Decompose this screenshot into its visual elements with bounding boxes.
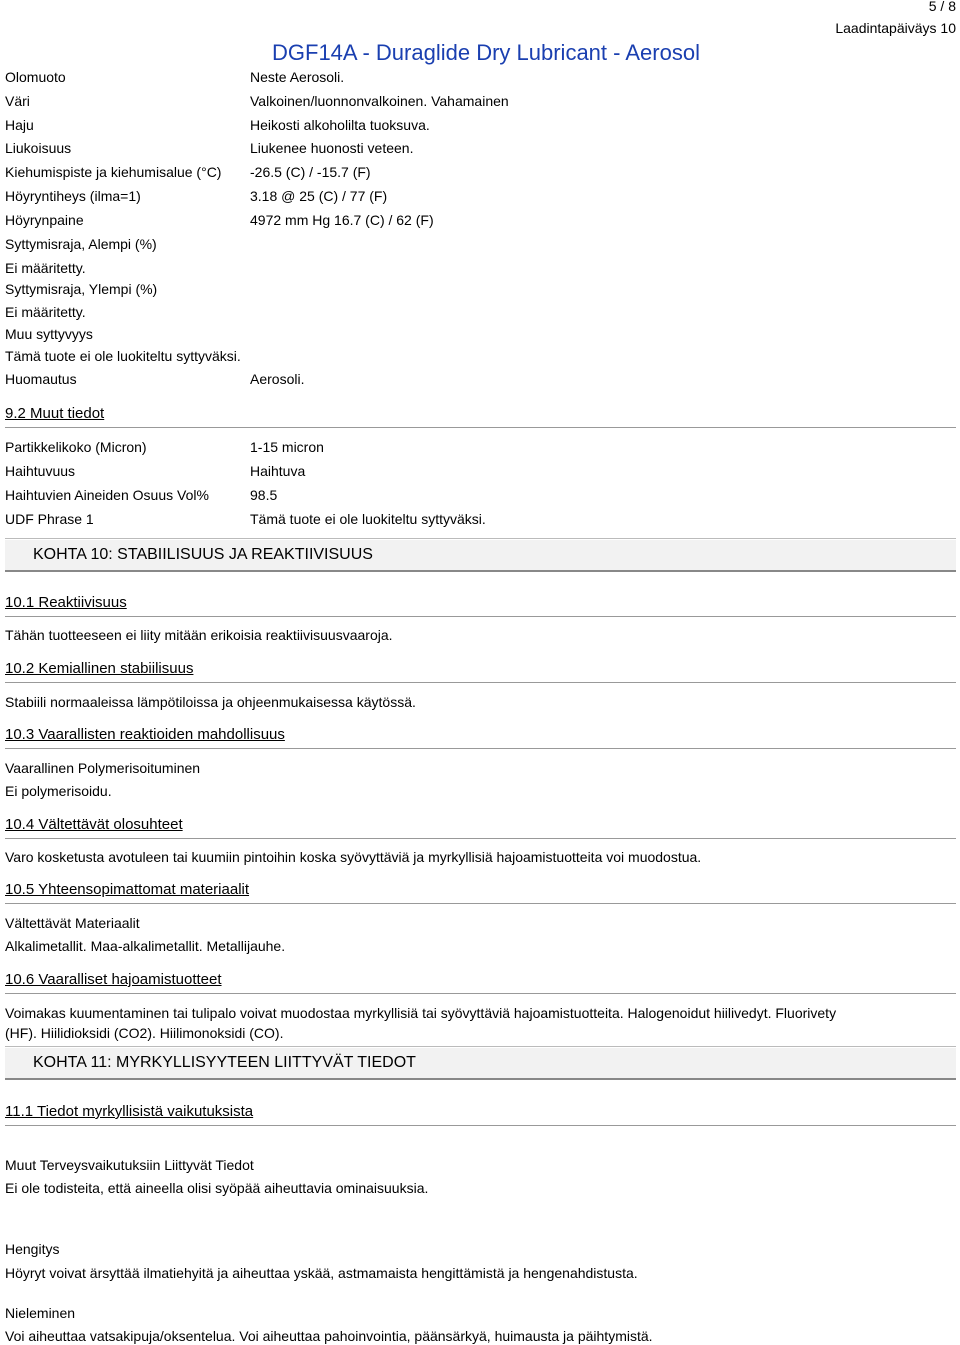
section-9-2-heading: 9.2 Muut tiedot	[5, 405, 105, 422]
note-value: Aerosoli.	[250, 371, 305, 387]
other-info-value: Tämä tuote ei ole luokiteltu syttyväksi.	[250, 511, 486, 527]
section-11-band	[5, 1048, 956, 1080]
property-label: Höyrynpaine	[5, 212, 84, 228]
property-value: Heikosti alkoholilta tuoksuva.	[250, 117, 430, 133]
health-effects-text: Ei ole todisteita, että aineella olisi syöpää aiheuttavia ominaisuuksia.	[5, 1180, 429, 1196]
other-info-label: Haihtuvuus	[5, 463, 76, 479]
other-info-value: 1-15 micron	[250, 439, 324, 455]
other-info-value: 98.5	[250, 487, 278, 503]
section-10-2-heading: 10.2 Kemiallinen stabiilisuus	[5, 660, 194, 677]
ingestion-text: Voi aiheuttaa vatsakipuja/oksentelua. Voi aiheuttaa pahoinvointia, päänsärkyä, huimausta ja päihtymistä.	[5, 1328, 653, 1344]
other-info-value: Haihtuva	[250, 463, 306, 479]
note-label: Huomautus	[5, 371, 77, 387]
band-top-line	[5, 1046, 956, 1047]
section-divider	[5, 427, 956, 428]
property-label: Haju	[5, 117, 34, 133]
health-effects-label: Muut Terveysvaikutuksiin Liittyvät Tiedot	[5, 1157, 254, 1173]
section-10-band	[5, 540, 956, 572]
section-divider	[5, 682, 956, 683]
other-info-label: Partikkelikoko (Micron)	[5, 439, 147, 455]
decomposition-text: Voimakas kuumentaminen tai tulipalo voivat muodostaa myrkyllisiä tai syövyttäviä hajoamistuotteita. Halogenoidut hiilivedyt. Fluorivety	[5, 1005, 837, 1021]
lower-flammability-label: Syttymisraja, Alempi (%)	[5, 236, 157, 252]
section-divider	[5, 748, 956, 749]
incompatible-label: Vältettävät Materiaalit	[5, 915, 140, 931]
property-value: Neste Aerosoli.	[250, 69, 345, 85]
page-number: 5 / 8	[928, 0, 956, 14]
property-value: 4972 mm Hg 16.7 (C) / 62 (F)	[250, 212, 434, 228]
section-10-title: KOHTA 10: STABIILISUUS JA REAKTIIVISUUS	[33, 546, 373, 563]
document-title: DGF14A - Duraglide Dry Lubricant - Aerosol	[272, 40, 700, 65]
section-11-1-heading: 11.1 Tiedot myrkyllisistä vaikutuksista	[5, 1103, 254, 1120]
section-divider	[5, 993, 956, 994]
section-10-3-heading: 10.3 Vaarallisten reaktioiden mahdollisuus	[5, 726, 285, 743]
property-label: Liukoisuus	[5, 140, 72, 156]
section-10-6-heading: 10.6 Vaaralliset hajoamistuotteet	[5, 971, 222, 988]
conditions-text: Varo kosketusta avotuleen tai kuumiin pintoihin koska syövyttäviä ja myrkyllisiä hajoamistuotteita voi muodostua.	[5, 849, 702, 865]
other-info-label: Haihtuvien Aineiden Osuus Vol%	[5, 487, 209, 503]
section-10-5-heading: 10.5 Yhteensopimattomat materiaalit	[5, 881, 250, 898]
section-divider	[5, 903, 956, 904]
section-11-title: KOHTA 11: MYRKYLLISYYTEEN LIITTYVÄT TIEDOT	[33, 1054, 416, 1071]
section-divider	[5, 1125, 956, 1126]
property-value: -26.5 (C) / -15.7 (F)	[250, 164, 371, 180]
lower-flammability-value: Ei määritetty.	[5, 260, 86, 276]
property-label: Kiehumispiste ja kiehumisalue (°C)	[5, 164, 222, 180]
section-10-1-heading: 10.1 Reaktiivisuus	[5, 594, 127, 611]
inhalation-label: Hengitys	[5, 1241, 60, 1257]
upper-flammability-value: Ei määritetty.	[5, 304, 86, 320]
other-flammability-label: Muu syttyvyys	[5, 326, 93, 342]
reactivity-text: Tähän tuotteeseen ei liity mitään erikoisia reaktiivisuusvaaroja.	[5, 627, 393, 643]
stability-text: Stabiili normaaleissa lämpötiloissa ja ohjeenmukaisessa käytössä.	[5, 694, 416, 710]
property-label: Väri	[5, 93, 30, 109]
property-value: Valkoinen/luonnonvalkoinen. Vahamainen	[250, 93, 509, 109]
other-info-label: UDF Phrase 1	[5, 511, 94, 527]
property-value: Liukenee huonosti veteen.	[250, 140, 414, 156]
revision-date: Laadintapäiväys 10	[835, 20, 956, 36]
polymerization-text: Ei polymerisoidu.	[5, 783, 112, 799]
property-value: 3.18 @ 25 (C) / 77 (F)	[250, 188, 388, 204]
property-label: Höyryntiheys (ilma=1)	[5, 188, 141, 204]
inhalation-text: Höyryt voivat ärsyttää ilmatiehyitä ja aiheuttaa yskää, astmamaista hengittämistä ja hengenahdistusta.	[5, 1265, 638, 1281]
section-10-4-heading: 10.4 Vältettävät olosuhteet	[5, 816, 183, 833]
ingestion-label: Nieleminen	[5, 1305, 76, 1321]
section-divider	[5, 616, 956, 617]
upper-flammability-label: Syttymisraja, Ylempi (%)	[5, 281, 158, 297]
polymerization-label: Vaarallinen Polymerisoituminen	[5, 760, 201, 776]
decomposition-text-continued: (HF). Hiilidioksidi (CO2). Hiilimonoksidi (CO).	[5, 1025, 284, 1041]
section-divider	[5, 838, 956, 839]
property-label: Olomuoto	[5, 69, 66, 85]
other-flammability-value: Tämä tuote ei ole luokiteltu syttyväksi.	[5, 348, 241, 364]
band-top-line	[5, 538, 956, 539]
incompatible-text: Alkalimetallit. Maa-alkalimetallit. Metallijauhe.	[5, 938, 286, 954]
